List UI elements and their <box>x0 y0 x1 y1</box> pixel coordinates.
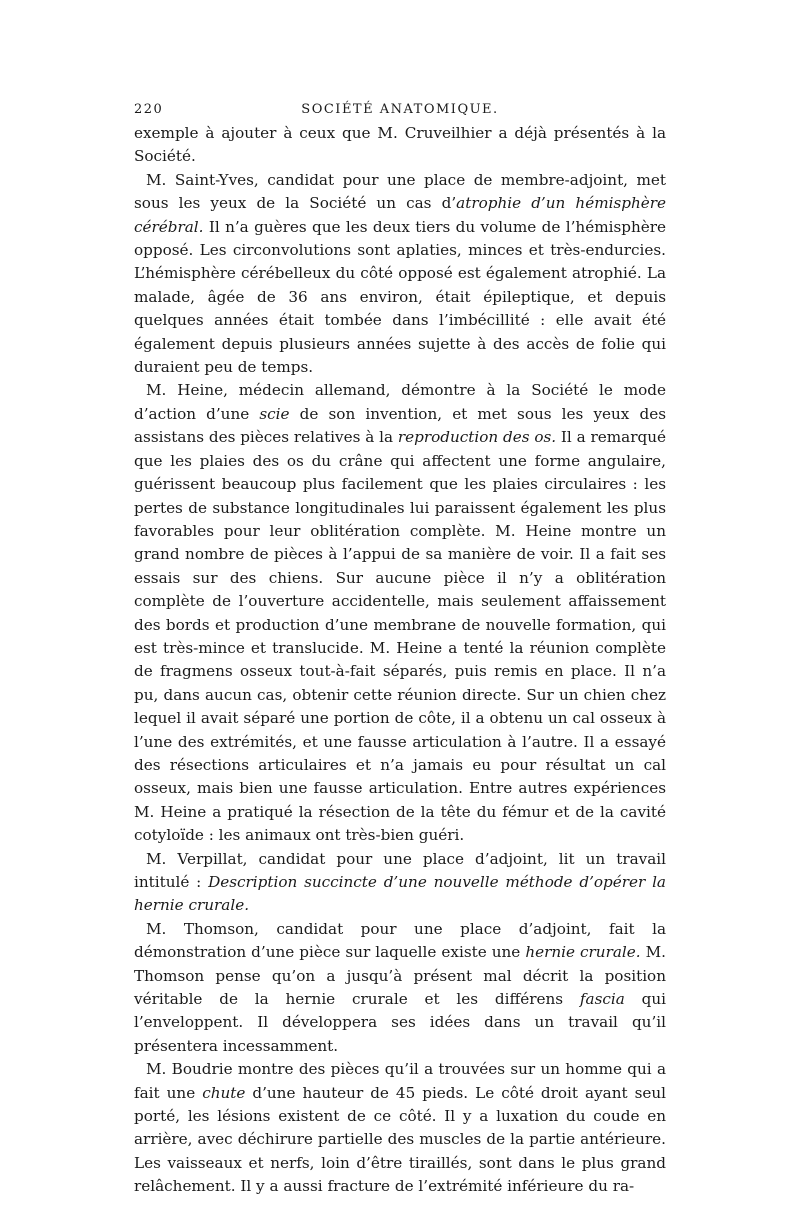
italic-text-run: fascia <box>579 990 625 1009</box>
italic-text-run: chute <box>202 1083 246 1102</box>
paragraph-heine <box>134 379 666 847</box>
text-run: M. Heine, médecin allemand, démontre à la Société le mode d’action d’une <box>134 381 666 423</box>
text-run: M. Verpillat, candidat pour une place d’adjoint, lit un travail intitulé : <box>134 849 666 891</box>
book-page <box>134 100 666 1199</box>
text-run: exemple à ajouter à ceux que M. Cruveilhier a déjà présentés à la Société. <box>134 124 666 166</box>
paragraph-verpillat <box>134 848 666 918</box>
running-title: SOCIÉTÉ ANATOMIQUE. <box>301 102 499 117</box>
italic-text-run: Description succincte d’une nouvelle méthode d’opérer la hernie crurale. <box>134 873 666 915</box>
text-run: M. Thomson pense qu’on a jusqu’à présent mal décrit la position véritable de la hernie crurale et les différens <box>134 943 666 1009</box>
paragraph-thomson <box>134 918 666 1058</box>
body-text <box>134 122 666 1199</box>
running-head <box>134 100 666 120</box>
paragraph-boudrie <box>134 1058 666 1198</box>
italic-text-run: scie <box>259 404 290 423</box>
text-run: d’une hauteur de 45 pieds. Le côté droit ayant seul porté, les lésions existent de ce côté. Il y a luxation du coude en arrière, avec déchirure partielle des muscles de la partie antérieure. Les vaisseaux et nerfs, loin d’être tiraillés, sont dans le plus grand relâchement. Il y a aussi fracture de l’extrémité inférieure du ra- <box>134 1083 667 1196</box>
italic-text-run: hernie crurale. <box>525 943 641 962</box>
paragraph-saint-yves <box>134 169 666 380</box>
italic-text-run: reproduction des os. <box>397 428 557 447</box>
text-run: M. Saint-Yves, candidat pour une place de membre-adjoint, met sous les yeux de la Société un cas d’ <box>134 170 666 213</box>
text-run: de son invention, et met sous les yeux des assistans des pièces relatives à la <box>134 404 667 447</box>
italic-text-run: atrophie d’un hémisphère cérébral. <box>134 194 666 236</box>
text-run: qui l’enveloppent. Il développera ses idées dans un travail qu’il présentera incessamment. <box>134 990 666 1055</box>
text-run: Il a remarqué que les plaies des os du crâne qui affectent une forme angulaire, guérissent beaucoup plus facilement que les plaies circulaires : les pertes de substance longitudinales lui paraissent également les plus favorables pour leur oblitération complète. M. Heine montre un grand nombre de pièces à l’appui de sa manière de voir. Il a fait ses essais sur des chiens. Sur aucune pièce il n’y a oblitération complète de l’ouverture accidentelle, mais seulement affaissement des bords et production d’une membrane de nouvelle formation, qui est très-mince et translucide. M. Heine a tenté la réunion complète de fragmens osseux tout-à-fait séparés, puis remis en place. Il n’a pu, dans aucun cas, obtenir cette réunion directe. Sur un chien chez lequel il avait séparé une portion de côte, il a obtenu un cal osseux à l’une des extrémités, et une fausse articulation à l’autre. Il a essayé des résections articulaires et n’a jamais eu pour résultat un cal osseux, mais bien une fausse articulation. Entre autres expériences M. Heine a pratiqué la résection de la tête du fémur et de la cavité cotyloïde : les animaux ont très-bien guéri. <box>134 428 666 845</box>
text-run: Il n’a guères que les deux tiers du volume de l’hémisphère opposé. Les circonvolutions sont aplaties, minces et très-endurcies. L’hémisphère cérébelleux du côté opposé est également atrophié. La malade, âgée de 36 ans environ, était épileptique, et depuis quelques années était tombée dans l’imbécillité : elle avait été également depuis plusieurs années sujette à des accès de folie qui duraient peu de temps. <box>134 217 666 377</box>
page-number: 220 <box>134 102 164 117</box>
paragraph-continuation <box>134 122 666 169</box>
text-run: M. Boudrie montre des pièces qu’il a trouvées sur un homme qui a fait une <box>134 1060 666 1102</box>
text-run: M. Thomson, candidat pour une place d’adjoint, fait la démonstration d’une pièce sur laquelle existe une <box>134 919 666 962</box>
